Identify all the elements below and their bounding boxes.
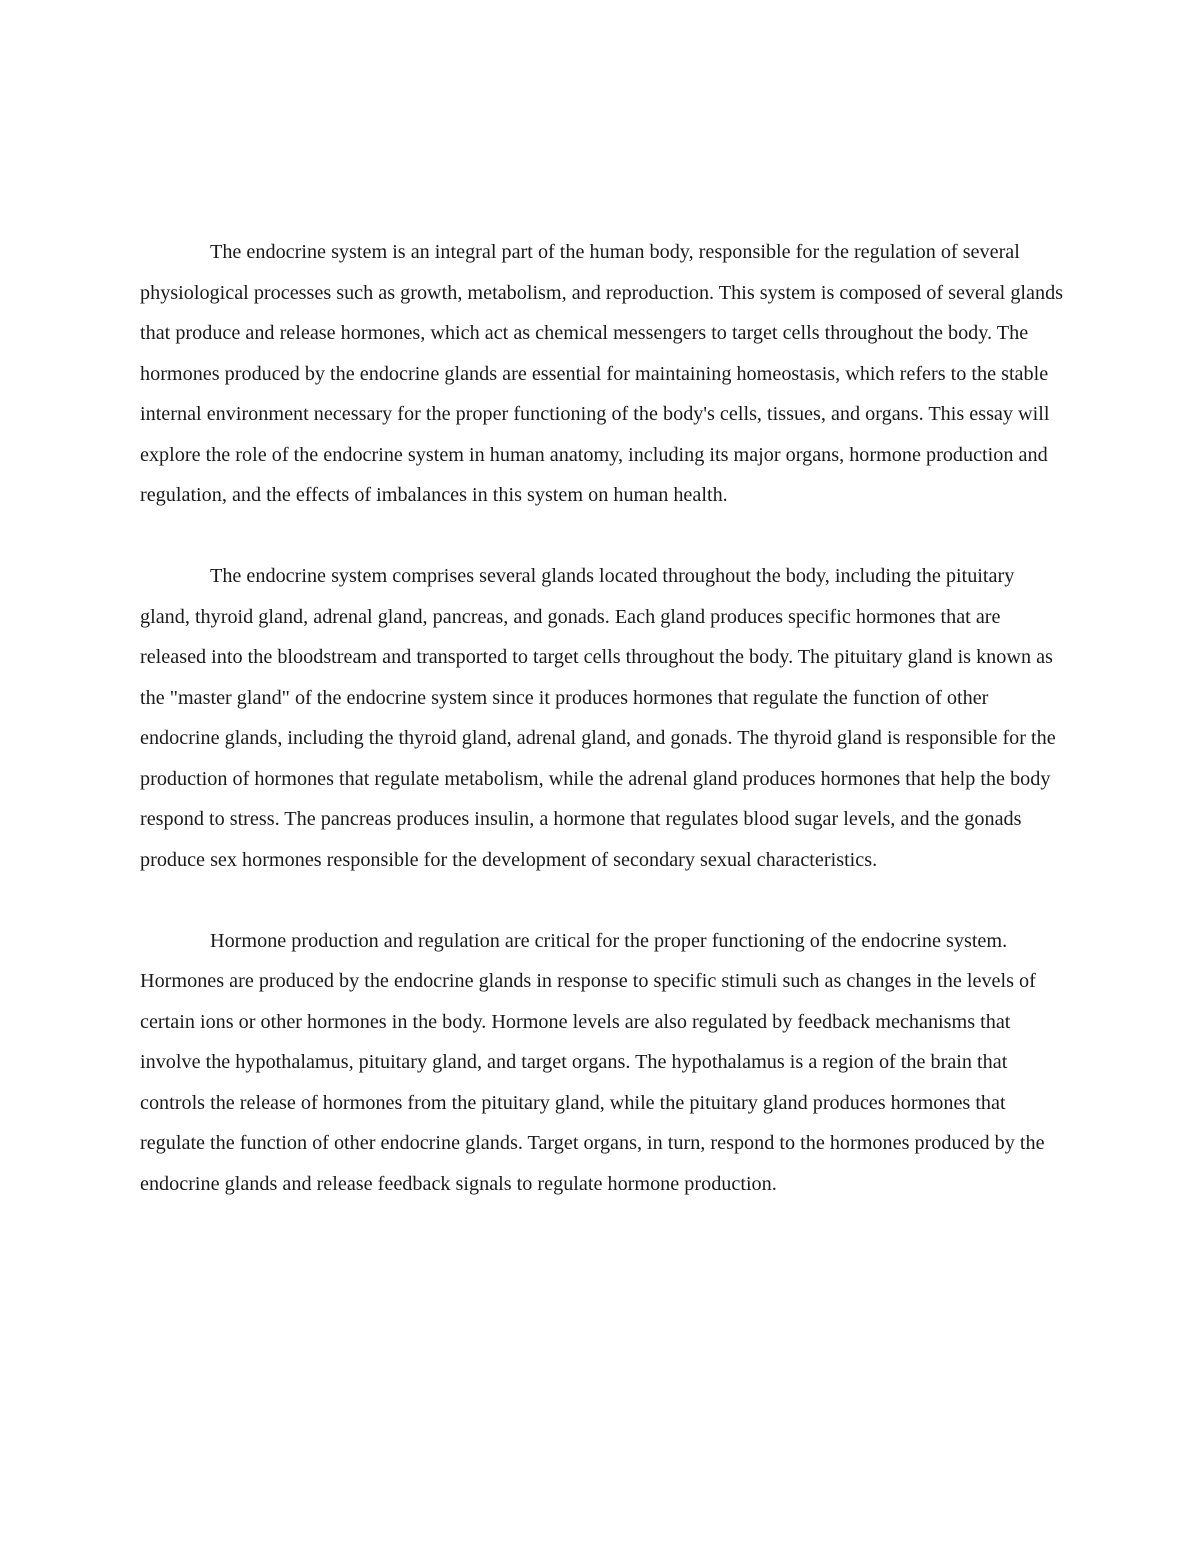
paragraph-intro: The endocrine system is an integral part of the human body, responsible for the regulation of several physiological processes such as growth, metabolism, and reproduction. This system is composed of several glands that produce and release hormones, which act as chemical messengers to target cells throughout the body. The hormones produced by the endocrine glands are essential for maintaining homeostasis, which refers to the stable internal environment necessary for the proper functioning of the body's cells, tissues, and organs. This essay will explore the role of the endocrine system in human anatomy, including its major organs, hormone production and regulation, and the effects of imbalances in this system on human health.	[140, 241, 1064, 506]
paragraph-regulation: Hormone production and regulation are critical for the proper functioning of the endocrine system. Hormones are produced by the endocrine glands in response to specific stimuli such as changes in the levels of certain ions or other hormones in the body. Hormone levels are also regulated by feedback mechanisms that involve the hypothalamus, pituitary gland, and target organs. The hypothalamus is a region of the brain that controls the release of hormones from the pituitary gland, while the pituitary gland produces hormones that regulate the function of other endocrine glands. Target organs, in turn, respond to the hormones produced by the endocrine glands and release feedback signals to regulate hormone production.	[140, 929, 1045, 1195]
essay-body	[140, 232, 1065, 1204]
paragraph-glands: The endocrine system comprises several glands located throughout the body, including the pituitary gland, thyroid gland, adrenal gland, pancreas, and gonads. Each gland produces specific hormones that are released into the bloodstream and transported to target cells throughout the body. The pituitary gland is known as the "master gland" of the endocrine system since it produces hormones that regulate the function of other endocrine glands, including the thyroid gland, adrenal gland, and gonads. The thyroid gland is responsible for the production of hormones that regulate metabolism, while the adrenal gland produces hormones that help the body respond to stress. The pancreas produces insulin, a hormone that regulates blood sugar levels, and the gonads produce sex hormones responsible for the development of secondary sexual characteristics.	[140, 565, 1056, 871]
